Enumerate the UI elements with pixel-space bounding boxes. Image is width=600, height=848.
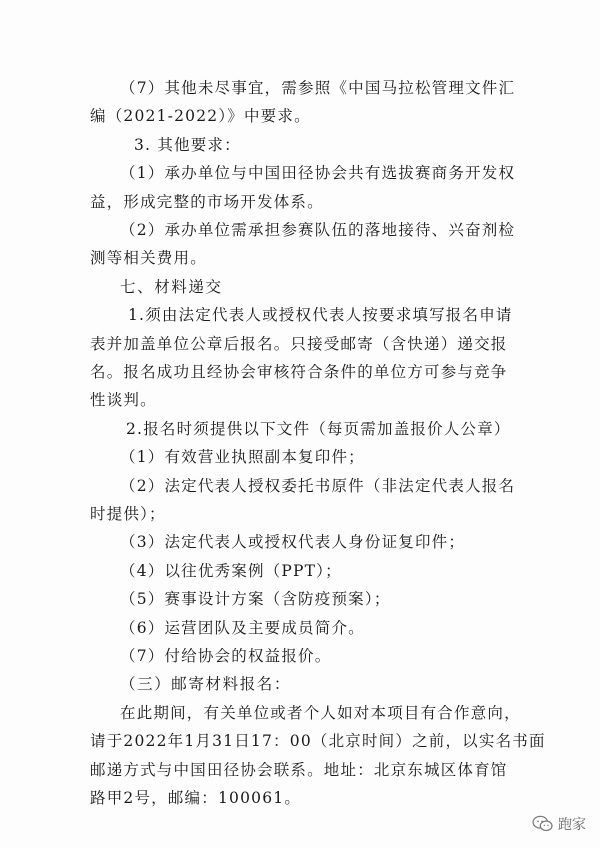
paragraph-line: 名。报名成功且经协会审核符合条件的单位方可参与竞争 [90, 363, 508, 381]
paragraph-line: 邮递方式与中国田径协会联系。地址：北京东城区体育馆 [90, 761, 508, 779]
paragraph-line: 益，形成完整的市场开发体系。 [90, 193, 324, 211]
paragraph-line: （7）付给协会的权益报价。 [120, 647, 332, 665]
paragraph-line: （1）承办单位与中国田径协会共有选拔赛商务开发权 [120, 164, 516, 182]
paragraph-line: 编（2021-2022）》中要求。 [90, 107, 311, 125]
paragraph-line: （1）有效营业执照副本复印件； [120, 448, 365, 466]
wechat-icon [532, 815, 554, 833]
paragraph-line: 1.须由法定代表人或授权代表人按要求填写报名申请 [128, 306, 513, 324]
paragraph-line: 路甲2号，邮编：100061。 [90, 789, 302, 807]
paragraph-line: （3）法定代表人或授权代表人身份证复印件； [120, 533, 466, 551]
paragraph-line: 2.报名时须提供以下文件（每页需加盖报价人公章） [126, 420, 511, 438]
paragraph-line: （2）承办单位需承担参赛队伍的落地接待、兴奋剂检 [120, 221, 516, 239]
section-heading: （三）邮寄材料报名： [120, 675, 292, 693]
paragraph-line: 3. 其他要求： [134, 136, 241, 154]
paragraph-line: 表并加盖单位公章后报名。只接受邮寄（含快递）递交报 [90, 335, 508, 353]
watermark-label: 跑家 [558, 817, 586, 833]
paragraph-line: 请于2022年1月31日17：00（北京时间）之前，以实名书面 [90, 732, 546, 750]
paragraph-line: 时提供）； [90, 505, 166, 523]
paragraph-line: （5）赛事设计方案（含防疫预案）； [120, 590, 391, 608]
paragraph-line: 性谈判。 [90, 391, 157, 409]
paragraph-line: 在此期间，有关单位或者个人如对本项目有合作意向， [120, 704, 521, 722]
paragraph-line: （6）运营团队及主要成员简介。 [120, 619, 365, 637]
paragraph-line: （7）其他未尽事宜，需参照《中国马拉松管理文件汇 [120, 79, 516, 97]
paragraph-line: （2）法定代表人授权委托书原件（非法定代表人报名 [120, 477, 516, 495]
watermark [532, 814, 586, 834]
paragraph-line: （4）以往优秀案例（PPT）； [120, 562, 342, 580]
section-heading: 七、材料递交 [120, 278, 223, 296]
paragraph-line: 测等相关费用。 [90, 249, 207, 267]
